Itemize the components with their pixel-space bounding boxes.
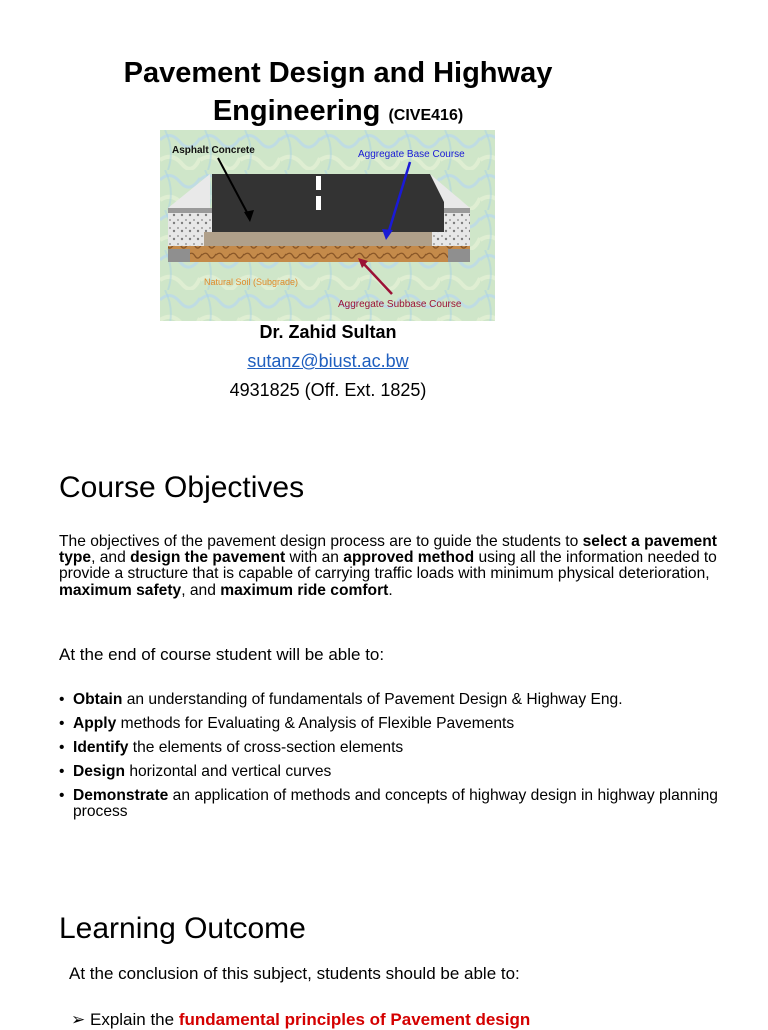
lane-marking bbox=[316, 196, 321, 210]
list-item-bold: Apply bbox=[73, 715, 117, 732]
para-text: , and bbox=[91, 549, 131, 567]
course-code: (CIVE416) bbox=[388, 107, 464, 124]
learning-intro: At the conclusion of this subject, students should be able to: bbox=[69, 964, 520, 983]
label-subgrade: Natural Soil (Subgrade) bbox=[204, 277, 299, 287]
author-name: Dr. Zahid Sultan bbox=[259, 322, 397, 342]
bullet-icon: • bbox=[59, 787, 65, 804]
title-line-1: Pavement Design and Highway bbox=[123, 57, 553, 89]
title-line-2: Engineering bbox=[212, 95, 381, 127]
list-item-text: methods for Evaluating & Analysis of Flexible Pavements bbox=[116, 715, 515, 732]
right-curb bbox=[448, 249, 470, 262]
author-phone: 4931825 (Off. Ext. 1825) bbox=[229, 380, 427, 400]
learning-item-highlight: fundamental principles of Pavement design bbox=[178, 1010, 531, 1029]
para-bold: maximum safety bbox=[59, 581, 182, 599]
para-text: . bbox=[388, 581, 393, 599]
list-item bbox=[59, 692, 719, 708]
para-text: using all the information needed to provide a structure that is capable of carrying traffic loads with minimum physical deterioration, bbox=[59, 549, 717, 583]
label-subbase: Aggregate Subbase Course bbox=[338, 299, 462, 310]
objectives-lead: At the end of course student will be able to: bbox=[59, 645, 385, 664]
objectives-paragraph bbox=[59, 534, 729, 599]
para-text: with an bbox=[285, 549, 344, 567]
bullet-icon: • bbox=[59, 763, 65, 780]
pavement-cross-section-figure bbox=[160, 130, 495, 321]
bullet-icon: • bbox=[59, 739, 65, 756]
list-item-text: an application of methods and concepts of highway design in highway planning process bbox=[73, 787, 718, 821]
para-text: The objectives of the pavement design process are to guide the students to bbox=[59, 533, 583, 550]
asphalt-layer bbox=[212, 174, 444, 232]
bullet-icon: • bbox=[59, 691, 65, 708]
para-text: , and bbox=[181, 581, 221, 599]
list-item-text: an understanding of fundamentals of Pavement Design & Highway Eng. bbox=[122, 691, 623, 708]
section-heading-objectives: Course Objectives bbox=[59, 471, 305, 504]
lane-marking bbox=[316, 176, 321, 190]
list-item-bold: Identify bbox=[73, 739, 129, 756]
list-item bbox=[59, 716, 719, 732]
section-heading-learning-outcome: Learning Outcome bbox=[59, 912, 306, 945]
para-bold: maximum ride comfort bbox=[220, 581, 389, 599]
list-item bbox=[59, 740, 719, 756]
objectives-list bbox=[59, 692, 719, 828]
list-item-bold: Design bbox=[73, 763, 125, 780]
label-base-course: Aggregate Base Course bbox=[358, 149, 465, 160]
subbase-layer bbox=[168, 246, 470, 262]
list-item bbox=[59, 764, 719, 780]
page-title bbox=[60, 54, 616, 92]
para-bold: approved method bbox=[343, 549, 475, 567]
learning-item-text: Explain the bbox=[89, 1010, 179, 1029]
list-item-bold: Demonstrate bbox=[73, 787, 169, 804]
left-curb bbox=[168, 249, 190, 262]
page-title-line2 bbox=[60, 92, 616, 135]
list-item-bold: Obtain bbox=[73, 691, 123, 708]
bullet-icon: • bbox=[59, 715, 65, 732]
arrow-bullet-icon: ➢ bbox=[71, 1010, 86, 1029]
label-asphalt: Asphalt Concrete bbox=[172, 145, 255, 156]
list-item-text: horizontal and vertical curves bbox=[125, 763, 332, 780]
para-bold: select a pavement type bbox=[59, 533, 717, 567]
list-item bbox=[59, 788, 719, 821]
author-email-link[interactable]: sutanz@biust.ac.bw bbox=[247, 351, 409, 371]
base-course-layer bbox=[204, 232, 432, 246]
list-item-text: the elements of cross-section elements bbox=[128, 739, 404, 756]
para-bold: design the pavement bbox=[130, 549, 286, 567]
learning-first-item bbox=[71, 1010, 530, 1030]
